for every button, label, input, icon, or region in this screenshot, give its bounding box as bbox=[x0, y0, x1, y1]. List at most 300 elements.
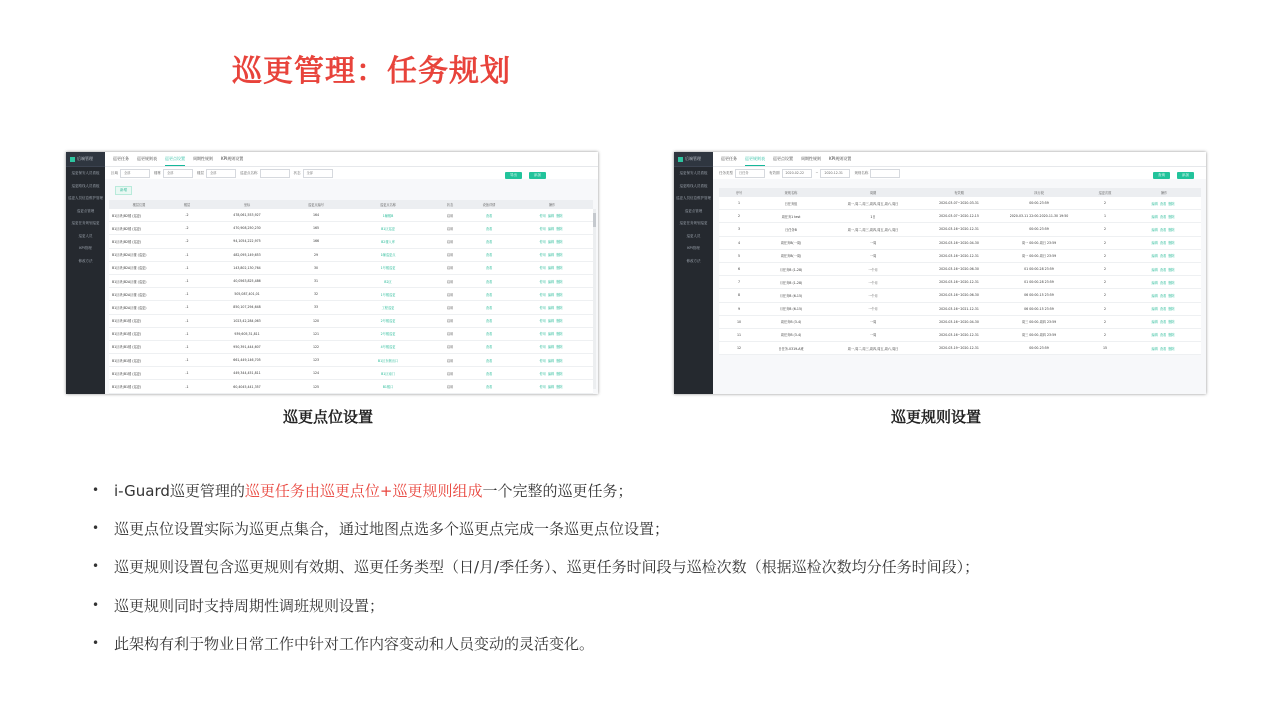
tab-bar bbox=[105, 152, 598, 167]
table-cell: 5 bbox=[719, 249, 759, 262]
table-cell: 06 00:00-15 23:59 bbox=[995, 302, 1083, 315]
row-action-link[interactable]: 查看 bbox=[1159, 333, 1167, 338]
table-cell: 2 bbox=[1083, 315, 1127, 328]
row-action-link[interactable]: 删除 bbox=[1168, 254, 1175, 259]
row-action-link[interactable]: 停用 bbox=[539, 239, 546, 244]
column-header: 坐标 bbox=[205, 200, 289, 209]
tab-item[interactable]: KPI规则设置 bbox=[221, 156, 244, 161]
table-cell: 启用 bbox=[433, 288, 467, 301]
table-cell: B1区块(B1楼 (巡更) bbox=[109, 327, 169, 340]
row-action-link[interactable]: 查看 bbox=[1159, 320, 1167, 325]
table-cell: 470,908,250,230 bbox=[205, 222, 289, 235]
scrollbar[interactable] bbox=[593, 209, 596, 389]
table-cell: 449,344,451,811 bbox=[205, 367, 289, 380]
row-action-link[interactable]: 查看 bbox=[1159, 346, 1167, 351]
row-action-link[interactable]: 删除 bbox=[556, 253, 563, 258]
table-cell: 日任务B bbox=[759, 223, 823, 236]
filter-bar bbox=[105, 167, 598, 179]
row-action-link[interactable]: 停用 bbox=[539, 266, 546, 271]
row-action-link[interactable]: 删除 bbox=[556, 371, 563, 376]
row-action-link[interactable]: 删除 bbox=[556, 305, 563, 310]
row-action-link[interactable]: 编辑 bbox=[1151, 320, 1158, 325]
caption-patrol-rule: 巡更规则设置 bbox=[891, 408, 982, 426]
sidebar bbox=[66, 152, 105, 394]
row-actions bbox=[511, 301, 593, 314]
table-cell: -1 bbox=[169, 288, 205, 301]
table-cell: B1区巡更 bbox=[343, 222, 433, 235]
table-cell: 周一 00:00-周日 23:59 bbox=[995, 249, 1083, 262]
table-row[interactable] bbox=[719, 328, 1201, 341]
table-row[interactable] bbox=[719, 342, 1201, 355]
table-cell: 2020-03-16~2020-06-30 bbox=[923, 262, 995, 275]
table-cell: 15 bbox=[1083, 342, 1127, 355]
table-cell: -2 bbox=[169, 209, 205, 222]
row-action-link[interactable]: 查看 bbox=[1159, 280, 1167, 285]
column-header: 执行段 bbox=[995, 188, 1083, 197]
row-actions bbox=[511, 327, 593, 340]
row-action-link[interactable]: 删除 bbox=[1168, 320, 1175, 325]
table-cell: 950,391,444,607 bbox=[205, 340, 289, 353]
table-cell bbox=[433, 393, 467, 394]
table-cell: 31 bbox=[289, 274, 343, 287]
sidebar-item[interactable]: 巡更点管理 bbox=[684, 208, 703, 213]
filter-label: ~ bbox=[815, 171, 819, 175]
table-row[interactable] bbox=[109, 314, 593, 327]
row-actions bbox=[1127, 223, 1201, 236]
row-actions bbox=[1127, 289, 1201, 302]
table-cell: 启用 bbox=[433, 354, 467, 367]
table-row[interactable] bbox=[109, 274, 593, 287]
table-cell[interactable] bbox=[467, 393, 511, 394]
table-cell: 2 bbox=[1083, 197, 1127, 210]
patrol-rule-screenshot bbox=[674, 152, 1206, 394]
end-date-input[interactable]: 2020-12-31 bbox=[820, 169, 850, 178]
tab-item[interactable]: KPI规则设置 bbox=[829, 156, 852, 161]
table-cell: 启用 bbox=[433, 314, 467, 327]
tab-item[interactable]: 巡更任务 bbox=[721, 156, 737, 161]
row-action-link[interactable]: 删除 bbox=[556, 292, 563, 297]
bullet-text: 巡更规则同时支持周期性调班规则设置； bbox=[114, 596, 385, 615]
row-action-link[interactable]: 停用 bbox=[539, 319, 546, 324]
table-row[interactable] bbox=[719, 302, 1201, 315]
table-cell: 9 bbox=[719, 302, 759, 315]
table-cell: 482,095,149,653 bbox=[205, 248, 289, 261]
column-header: 状态 bbox=[433, 200, 467, 209]
table-cell[interactable]: 查看 bbox=[467, 301, 511, 314]
sidebar-item[interactable]: 巡更点管理 bbox=[76, 208, 95, 213]
sidebar-item[interactable]: 巡更人员 bbox=[686, 233, 701, 238]
row-action-link[interactable]: 编辑 bbox=[1151, 280, 1158, 285]
table-cell: 一周 bbox=[823, 236, 923, 249]
table-cell: 01 00:00-28 23:59 bbox=[995, 262, 1083, 275]
table-cell[interactable]: 查看 bbox=[467, 274, 511, 287]
table-row[interactable] bbox=[109, 209, 593, 222]
tab-item[interactable]: 周期性规则 bbox=[193, 156, 213, 161]
column-header: 有效期 bbox=[923, 188, 995, 197]
row-actions bbox=[511, 367, 593, 380]
bullet-item bbox=[92, 518, 1192, 556]
table-cell: 01 00:00-28 23:59 bbox=[995, 276, 1083, 289]
row-action-link[interactable]: 查看 bbox=[1159, 227, 1167, 232]
bullet-text: 巡更任务由巡更点位+巡更规则组成 bbox=[244, 482, 483, 500]
task-type-select[interactable]: 日任务 bbox=[735, 169, 765, 178]
row-action-link[interactable]: 编辑 bbox=[547, 305, 555, 310]
table-row[interactable] bbox=[109, 367, 593, 380]
bullet-item bbox=[92, 556, 1192, 594]
row-action-link[interactable]: 停用 bbox=[539, 226, 546, 231]
table-cell: 29 bbox=[289, 248, 343, 261]
table-cell[interactable]: 查看 bbox=[467, 209, 511, 222]
row-action-link[interactable]: 删除 bbox=[1168, 267, 1175, 272]
table-cell: 00:00-23:59 bbox=[995, 342, 1083, 355]
scrollbar-thumb[interactable] bbox=[593, 213, 596, 227]
table-cell: -1 bbox=[169, 327, 205, 340]
row-actions bbox=[511, 261, 593, 274]
table-row[interactable] bbox=[109, 301, 593, 314]
table-cell bbox=[343, 393, 433, 394]
table-cell: 2020-03-16~2020-06-30 bbox=[923, 289, 995, 302]
sidebar-item[interactable]: 巡更保安人员看板 bbox=[679, 171, 708, 175]
row-action-link[interactable]: 编辑 bbox=[1151, 201, 1158, 206]
row-action-link[interactable]: 编辑 bbox=[547, 345, 555, 350]
table-cell: -1 bbox=[169, 301, 205, 314]
table-cell: 10 bbox=[719, 315, 759, 328]
table-cell: 2020-03-16~2020-04-30 bbox=[923, 315, 995, 328]
row-action-link[interactable]: 停用 bbox=[539, 305, 546, 310]
table-row[interactable] bbox=[719, 276, 1201, 289]
row-action-link[interactable]: 删除 bbox=[1168, 241, 1175, 246]
table-row[interactable] bbox=[109, 354, 593, 367]
new-chip[interactable]: 新增 bbox=[115, 186, 132, 195]
logo-icon bbox=[678, 157, 683, 162]
point-name-input[interactable] bbox=[260, 169, 290, 178]
table-cell: 124 bbox=[289, 367, 343, 380]
area-select[interactable]: 全部 bbox=[120, 169, 150, 178]
table-cell: 2 bbox=[1083, 289, 1127, 302]
table-cell: 启用 bbox=[433, 261, 467, 274]
table-cell: B1楼口 bbox=[343, 380, 433, 393]
main-content bbox=[713, 152, 1206, 394]
table-cell: 2020-03-07~2020-12-15 bbox=[923, 210, 995, 223]
patrol-point-screenshot bbox=[66, 152, 598, 394]
table-cell: 1号楼巡更 bbox=[343, 261, 433, 274]
row-action-link[interactable]: 编辑 bbox=[547, 358, 555, 363]
row-action-link[interactable]: 编辑 bbox=[1151, 254, 1158, 259]
row-action-link[interactable]: 删除 bbox=[556, 213, 563, 218]
table-cell: 00:00-23:59 bbox=[995, 197, 1083, 210]
row-action-link[interactable]: 停用 bbox=[539, 213, 546, 218]
bullet-item bbox=[92, 595, 1192, 633]
sidebar-item[interactable]: 修改方法 bbox=[78, 258, 93, 263]
row-action-link[interactable]: 编辑 bbox=[1151, 214, 1158, 219]
row-action-link[interactable]: 查看 bbox=[1159, 293, 1167, 298]
export-button[interactable]: 导出 bbox=[505, 172, 522, 179]
table-cell[interactable]: 查看 bbox=[467, 314, 511, 327]
row-action-link[interactable]: 编辑 bbox=[547, 371, 555, 376]
row-actions bbox=[1127, 328, 1201, 341]
sidebar-item[interactable]: 巡更任务规划巡更 bbox=[71, 221, 100, 225]
table-cell: -1 bbox=[169, 367, 205, 380]
row-action-link[interactable]: 删除 bbox=[1168, 307, 1175, 312]
table-cell: 94,1054,222,975 bbox=[205, 235, 289, 248]
table-cell: 478,061,553,927 bbox=[205, 209, 289, 222]
row-action-link[interactable]: 删除 bbox=[556, 385, 563, 390]
tab-item[interactable]: 巡更规则表 bbox=[137, 156, 157, 161]
table-cell[interactable]: 查看 bbox=[467, 248, 511, 261]
table-cell: 周任务B (3-4) bbox=[759, 328, 823, 341]
row-actions bbox=[1127, 197, 1201, 210]
bullet-dot: • bbox=[92, 521, 100, 536]
table-cell: B1区东侧出口 bbox=[343, 354, 433, 367]
tab-item[interactable]: 巡更点设置 bbox=[165, 152, 185, 166]
table-row[interactable] bbox=[719, 210, 1201, 223]
row-actions bbox=[1127, 210, 1201, 223]
row-action-link[interactable]: 编辑 bbox=[547, 332, 555, 337]
sidebar-item[interactable]: 巡更路线人员看板 bbox=[71, 183, 100, 188]
row-action-link[interactable]: 停用 bbox=[539, 385, 546, 390]
table-row[interactable] bbox=[719, 289, 1201, 302]
row-action-link[interactable]: 编辑 bbox=[1151, 346, 1158, 351]
logo-icon bbox=[70, 157, 75, 162]
table-cell: -1 bbox=[169, 380, 205, 393]
table-cell: 工程巡更 bbox=[343, 301, 433, 314]
row-action-link[interactable]: 编辑 bbox=[547, 319, 555, 324]
row-action-link[interactable]: 编辑 bbox=[1151, 293, 1158, 298]
table-row[interactable] bbox=[109, 288, 593, 301]
sidebar-item[interactable]: 修改方法 bbox=[686, 258, 701, 263]
table-row[interactable] bbox=[719, 315, 1201, 328]
row-action-link[interactable]: 查看 bbox=[1159, 241, 1167, 246]
bullet-dot: • bbox=[92, 635, 100, 650]
table-row[interactable] bbox=[109, 380, 593, 393]
table-cell: 165 bbox=[289, 222, 343, 235]
table-cell: 06 00:00-15 23:59 bbox=[995, 289, 1083, 302]
row-action-link[interactable]: 编辑 bbox=[1151, 227, 1158, 232]
table-cell: 8 bbox=[719, 289, 759, 302]
row-action-link[interactable]: 查看 bbox=[1159, 201, 1167, 206]
table-cell: -1 bbox=[169, 248, 205, 261]
table-row[interactable] bbox=[109, 248, 593, 261]
row-action-link[interactable]: 删除 bbox=[556, 319, 563, 324]
table-cell: 1日 bbox=[823, 210, 923, 223]
table-cell: 日任务-0319-A班 bbox=[759, 342, 823, 355]
column-header: 巡更次数 bbox=[1083, 188, 1127, 197]
row-action-link[interactable]: 编辑 bbox=[547, 239, 555, 244]
table-cell bbox=[169, 393, 205, 394]
filter-label: 巡更点名称 bbox=[240, 170, 258, 175]
row-action-link[interactable]: 删除 bbox=[556, 266, 563, 271]
row-action-link[interactable]: 删除 bbox=[556, 226, 563, 231]
sidebar-item[interactable]: 巡更人员信息维护管理 bbox=[676, 196, 711, 200]
table-cell: 30 bbox=[289, 261, 343, 274]
table-row[interactable] bbox=[719, 197, 1201, 210]
row-actions bbox=[1127, 315, 1201, 328]
row-actions bbox=[511, 380, 593, 393]
building-select[interactable]: 全部 bbox=[163, 169, 193, 178]
table-cell: 3 bbox=[719, 223, 759, 236]
table-cell: B2楼入库 bbox=[343, 235, 433, 248]
table-cell: 2020-03-11 22:00-2020-11-30 19:50 bbox=[995, 210, 1083, 223]
row-action-link[interactable]: 删除 bbox=[1168, 280, 1175, 285]
table-cell: 一周 bbox=[823, 315, 923, 328]
add-button[interactable]: 添加 bbox=[1177, 172, 1194, 179]
table-row[interactable] bbox=[109, 222, 593, 235]
row-action-link[interactable]: 停用 bbox=[539, 253, 546, 258]
table-cell: -2 bbox=[169, 222, 205, 235]
table-cell[interactable]: 查看 bbox=[467, 380, 511, 393]
row-action-link[interactable]: 编辑 bbox=[1151, 307, 1158, 312]
row-action-link[interactable]: 查看 bbox=[1159, 307, 1167, 312]
sidebar-item[interactable]: KPI管理 bbox=[687, 246, 700, 250]
column-header: 规则名称 bbox=[759, 188, 823, 197]
status-select[interactable]: 全部 bbox=[303, 169, 333, 178]
table-cell: 4号楼巡更 bbox=[343, 340, 433, 353]
table-cell: 2 bbox=[1083, 249, 1127, 262]
column-header: 设备详情 bbox=[467, 200, 511, 209]
row-action-link[interactable]: 删除 bbox=[1168, 201, 1175, 206]
row-action-link[interactable]: 编辑 bbox=[1151, 241, 1158, 246]
row-action-link[interactable]: 查看 bbox=[1159, 214, 1167, 219]
table-row[interactable] bbox=[109, 235, 593, 248]
table-cell[interactable]: 查看 bbox=[467, 261, 511, 274]
table-cell: 121 bbox=[289, 327, 343, 340]
tab-item[interactable]: 巡更任务 bbox=[113, 156, 129, 161]
table-cell: 周一,周二,周三,周四,周五,周六,周日 bbox=[823, 223, 923, 236]
row-action-link[interactable]: 编辑 bbox=[1151, 333, 1158, 338]
table-cell: 11 bbox=[719, 328, 759, 341]
table-cell: 2号楼巡更 bbox=[343, 314, 433, 327]
table-cell: 月任务B (6-15) bbox=[759, 302, 823, 315]
main-content bbox=[105, 152, 598, 394]
table-cell[interactable]: 查看 bbox=[467, 354, 511, 367]
row-actions bbox=[511, 340, 593, 353]
row-actions bbox=[1127, 262, 1201, 275]
sidebar-item[interactable]: KPI管理 bbox=[79, 246, 92, 250]
row-action-link[interactable]: 查看 bbox=[1159, 267, 1167, 272]
table-cell: B1区块(B2楼 (巡更) bbox=[109, 209, 169, 222]
row-action-link[interactable]: 编辑 bbox=[547, 266, 555, 271]
query-button[interactable]: 查询 bbox=[1153, 172, 1170, 179]
table-cell[interactable]: 查看 bbox=[467, 222, 511, 235]
row-action-link[interactable]: 停用 bbox=[539, 292, 546, 297]
table-row[interactable] bbox=[719, 236, 1201, 249]
table-cell: 启用 bbox=[433, 235, 467, 248]
sidebar-item[interactable]: 巡更路线人员看板 bbox=[679, 183, 708, 188]
table-cell: 123 bbox=[289, 354, 343, 367]
table-row[interactable] bbox=[109, 327, 593, 340]
filter-label: 楼栋 bbox=[154, 170, 161, 175]
table-row[interactable] bbox=[719, 249, 1201, 262]
row-actions bbox=[511, 393, 593, 394]
row-action-link[interactable]: 删除 bbox=[556, 358, 563, 363]
table-cell: 2020-03-16~2020-12-31 bbox=[923, 276, 995, 289]
row-action-link[interactable]: 删除 bbox=[556, 345, 563, 350]
table-cell: 一个月 bbox=[823, 302, 923, 315]
row-action-link[interactable]: 停用 bbox=[539, 371, 546, 376]
table-cell: 启用 bbox=[433, 248, 467, 261]
row-action-link[interactable]: 删除 bbox=[1168, 333, 1175, 338]
table-cell: 周一 00:00-周日 23:59 bbox=[995, 236, 1083, 249]
row-action-link[interactable]: 查看 bbox=[1159, 254, 1167, 259]
table-cell[interactable]: 查看 bbox=[467, 367, 511, 380]
tab-item[interactable]: 巡更点设置 bbox=[773, 156, 793, 161]
table-row[interactable] bbox=[109, 393, 593, 394]
table-cell: 2 bbox=[1083, 236, 1127, 249]
tab-item[interactable]: 巡更规则表 bbox=[745, 152, 765, 166]
table-row[interactable] bbox=[109, 261, 593, 274]
row-action-link[interactable]: 删除 bbox=[556, 279, 563, 284]
row-action-link[interactable]: 删除 bbox=[556, 239, 563, 244]
table-cell: -1 bbox=[169, 340, 205, 353]
table-cell: 2 bbox=[1083, 223, 1127, 236]
floor-select[interactable]: 全部 bbox=[206, 169, 236, 178]
sidebar-item[interactable]: 巡更任务规划巡更 bbox=[679, 221, 708, 225]
sidebar-item[interactable]: 巡更保安人员看板 bbox=[71, 171, 100, 175]
row-action-link[interactable]: 删除 bbox=[1168, 214, 1175, 219]
row-action-link[interactable]: 停用 bbox=[539, 279, 546, 284]
table-cell: 2号楼巡更 bbox=[343, 327, 433, 340]
row-action-link[interactable]: 编辑 bbox=[547, 226, 555, 231]
filter-label: 有效期 bbox=[769, 170, 780, 175]
row-actions bbox=[511, 288, 593, 301]
row-action-link[interactable]: 编辑 bbox=[547, 253, 555, 258]
bullet-list bbox=[92, 480, 1192, 671]
table-row[interactable] bbox=[719, 223, 1201, 236]
table-cell: 一个月 bbox=[823, 262, 923, 275]
row-action-link[interactable]: 删除 bbox=[556, 332, 563, 337]
table-cell: 启用 bbox=[433, 340, 467, 353]
table-cell[interactable]: 查看 bbox=[467, 327, 511, 340]
row-action-link[interactable]: 删除 bbox=[1168, 293, 1175, 298]
table-cell[interactable]: 查看 bbox=[467, 288, 511, 301]
tab-item[interactable]: 周期性规则 bbox=[801, 156, 821, 161]
sidebar-item[interactable]: 巡更人员 bbox=[78, 233, 93, 238]
table-cell[interactable]: 查看 bbox=[467, 235, 511, 248]
table-row[interactable] bbox=[719, 262, 1201, 275]
bullet-dot: • bbox=[92, 559, 100, 574]
table-cell: 00:00-23:59 bbox=[995, 223, 1083, 236]
row-action-link[interactable]: 停用 bbox=[539, 345, 546, 350]
table-cell: 60,4045,441,357 bbox=[205, 380, 289, 393]
table-cell: B1区块(B1楼 (巡更) bbox=[109, 354, 169, 367]
row-action-link[interactable]: 编辑 bbox=[1151, 267, 1158, 272]
row-action-link[interactable]: 删除 bbox=[1168, 227, 1175, 232]
table-cell: 周一,周二,周三,周四,周五,周六,周日 bbox=[823, 342, 923, 355]
rule-name-input[interactable] bbox=[870, 169, 900, 178]
row-action-link[interactable]: 删除 bbox=[1168, 346, 1175, 351]
table-cell bbox=[109, 393, 169, 394]
table-cell: B1区块(B2楼 (巡更) bbox=[109, 222, 169, 235]
table-cell: -1 bbox=[169, 261, 205, 274]
table-cell: 1 bbox=[1083, 210, 1127, 223]
sidebar-logo: 后端管理 bbox=[66, 152, 105, 167]
row-action-link[interactable]: 编辑 bbox=[547, 279, 555, 284]
table-cell: 12 bbox=[719, 342, 759, 355]
row-action-link[interactable]: 编辑 bbox=[547, 385, 555, 390]
sidebar-item[interactable]: 巡更人员信息维护管理 bbox=[68, 196, 103, 200]
table-row[interactable] bbox=[109, 340, 593, 353]
table-cell: 2 bbox=[1083, 262, 1127, 275]
row-action-link[interactable]: 停用 bbox=[539, 332, 546, 337]
start-date-input[interactable]: 2020-02-22 bbox=[782, 169, 812, 178]
table-cell: B1区块(B2A区楼 (巡更) bbox=[109, 288, 169, 301]
add-button[interactable]: 添加 bbox=[529, 172, 546, 179]
table-cell: 启用 bbox=[433, 209, 467, 222]
row-action-link[interactable]: 编辑 bbox=[547, 213, 555, 218]
row-action-link[interactable]: 停用 bbox=[539, 358, 546, 363]
table-cell[interactable]: 查看 bbox=[467, 340, 511, 353]
row-action-link[interactable]: 编辑 bbox=[547, 292, 555, 297]
